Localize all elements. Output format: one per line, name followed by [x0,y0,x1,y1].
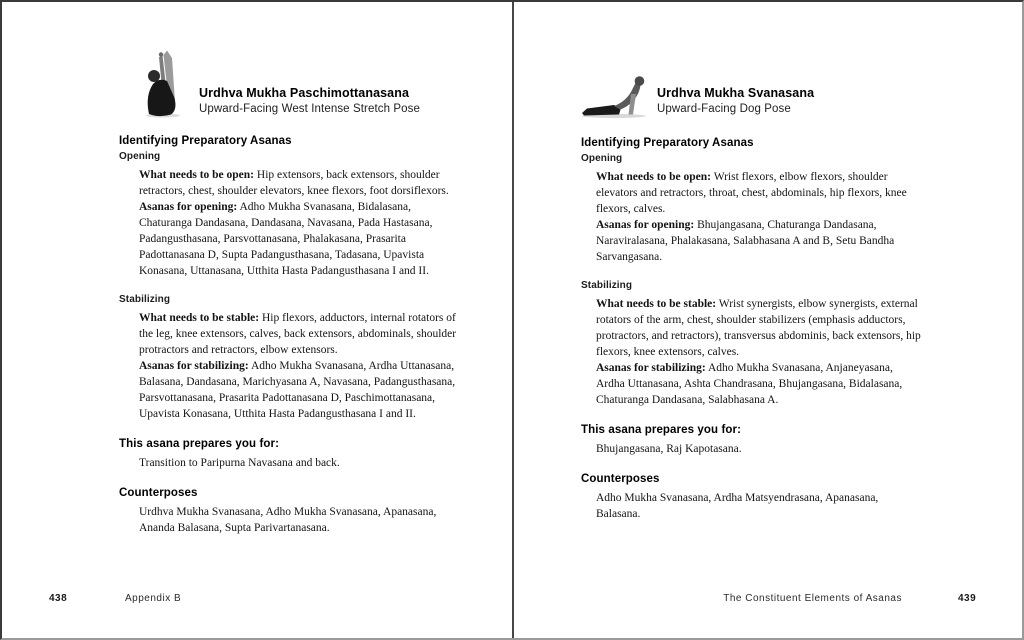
paragraph-text: Adho Mukha Svanasana, Ardha Uttanasana, Balasana, Dandasana, Marichyasana A, Navasana, Padangusthasana, Parsvottanasana, Prasarita Padottanasana D, Paschimottanasana, Upavista Konasana, Utthita Hasta Padangusthasana I and II. [139,360,456,420]
paragraph-lead: What needs to be open: [139,169,255,181]
heading-counterposes: Counterposes [581,473,660,485]
pose-header [199,86,420,115]
upward-dog-silhouette [580,72,652,119]
heading-counterposes: Counterposes [119,487,198,499]
heading-prepares-you-for: This asana prepares you for: [119,438,280,450]
paragraph-lead: Asanas for stabilizing: [596,362,706,374]
paragraph-what-needs-open [596,169,921,217]
pose-title: Urdhva Mukha Paschimottanasana [199,86,410,100]
stabilizing-body [581,296,921,408]
counterposes-body [119,504,459,536]
page-gutter-line [512,2,514,638]
paragraph-asanas-for-opening [139,199,459,279]
opening-body [581,169,921,265]
paragraph-lead: Asanas for opening: [139,201,238,213]
paragraph-prepares [596,441,921,457]
paragraph-text: Adho Mukha Svanasana, Ardha Matsyendrasana, Apanasana, Balasana. [596,492,879,520]
paragraph-asanas-for-stabilizing [596,360,921,408]
right-page-content [581,137,921,522]
pose-title: Urdhva Mukha Svanasana [657,86,815,100]
stabilizing-body [119,310,459,422]
paragraph-text: Wrist synergists, elbow synergists, external rotators of the arm, chest, shoulder stabilizers (emphasis adductors, protractors, and retractors), transversus abdominis, back extensors, hip flexors, knee extensors, calves. [596,298,921,358]
paragraph-text: Wrist flexors, elbow flexors, shoulder elevators and retractors, throat, chest, abdominals, hip flexors, knee flexors, calves. [596,171,907,215]
pose-photo-urdhva-mukha-svanasana [580,72,652,119]
right-running-head: The Constituent Elements of Asanas [723,593,902,604]
left-running-head: Appendix B [125,593,182,604]
paragraph-what-needs-stable [139,310,459,358]
pose-subtitle: Upward-Facing Dog Pose [657,103,791,115]
paragraph-lead: What needs to be stable: [596,298,717,310]
prepares-body [581,441,921,457]
heading-identifying-preparatory-asanas: Identifying Preparatory Asanas [119,135,292,147]
paragraph-lead: Asanas for stabilizing: [139,360,249,372]
left-page-content [119,135,459,536]
paragraph-lead: What needs to be stable: [139,312,260,324]
opening-body [119,167,459,279]
left-page-number: 438 [49,593,68,604]
pose-photo-urdhva-mukha-paschimottanasana [141,46,189,118]
pose-subtitle: Upward-Facing West Intense Stretch Pose [199,103,421,115]
paragraph-lead: Asanas for opening: [596,219,695,231]
paragraph-text: Transition to Paripurna Navasana and back. [139,457,340,469]
paragraph-counterposes [139,504,459,536]
heading-identifying-preparatory-asanas: Identifying Preparatory Asanas [581,137,754,149]
paragraph-text: Urdhva Mukha Svanasana, Adho Mukha Svanasana, Apanasana, Ananda Balasana, Supta Parivartanasana. [139,506,437,534]
label-stabilizing: Stabilizing [119,294,171,305]
paragraph-text: Adho Mukha Svanasana, Bidalasana, Chaturanga Dandasana, Dandasana, Navasana, Pada Hastasana, Padangusthasana, Parsvottanasana, Phalakasana, Prasarita Padottanasana D, Supta Padangusthasana, Tadasana, Upavista Konasana, Uttanasana, Utthita Hasta Padangusthasana I and II. [139,201,433,277]
counterposes-body [581,490,921,522]
heading-prepares-you-for: This asana prepares you for: [581,424,742,436]
paragraph-text: Hip flexors, adductors, internal rotators of the leg, knee extensors, calves, back extensors, abdominals, shoulder protractors and retractors, elbow extensors. [139,312,457,356]
right-page-number: 439 [958,593,977,604]
seated-pose-silhouette [141,46,189,118]
paragraph-asanas-for-opening [596,217,921,265]
paragraph-asanas-for-stabilizing [139,358,459,422]
prepares-body [119,455,459,471]
paragraph-text: Adho Mukha Svanasana, Anjaneyasana, Ardha Uttanasana, Ashta Chandrasana, Bhujangasana, Bidalasana, Chaturanga Dandasana, Salabhasana A. [596,362,903,406]
paragraph-counterposes [596,490,921,522]
paragraph-what-needs-open [139,167,459,199]
paragraph-lead: What needs to be open: [596,171,712,183]
paragraph-text: Hip extensors, back extensors, shoulder retractors, chest, shoulder elevators, knee flexors, foot dorsiflexors. [139,169,449,197]
paragraph-prepares [139,455,459,471]
paragraph-what-needs-stable [596,296,921,360]
label-opening: Opening [119,151,161,162]
paragraph-text: Bhujangasana, Chaturanga Dandasana, Naraviralasana, Phalakasana, Salabhasana A and B, Setu Bandha Sarvangasana. [596,219,895,263]
paragraph-text: Bhujangasana, Raj Kapotasana. [596,443,742,455]
label-stabilizing: Stabilizing [581,280,633,291]
pose-header [657,86,814,115]
label-opening: Opening [581,153,623,164]
